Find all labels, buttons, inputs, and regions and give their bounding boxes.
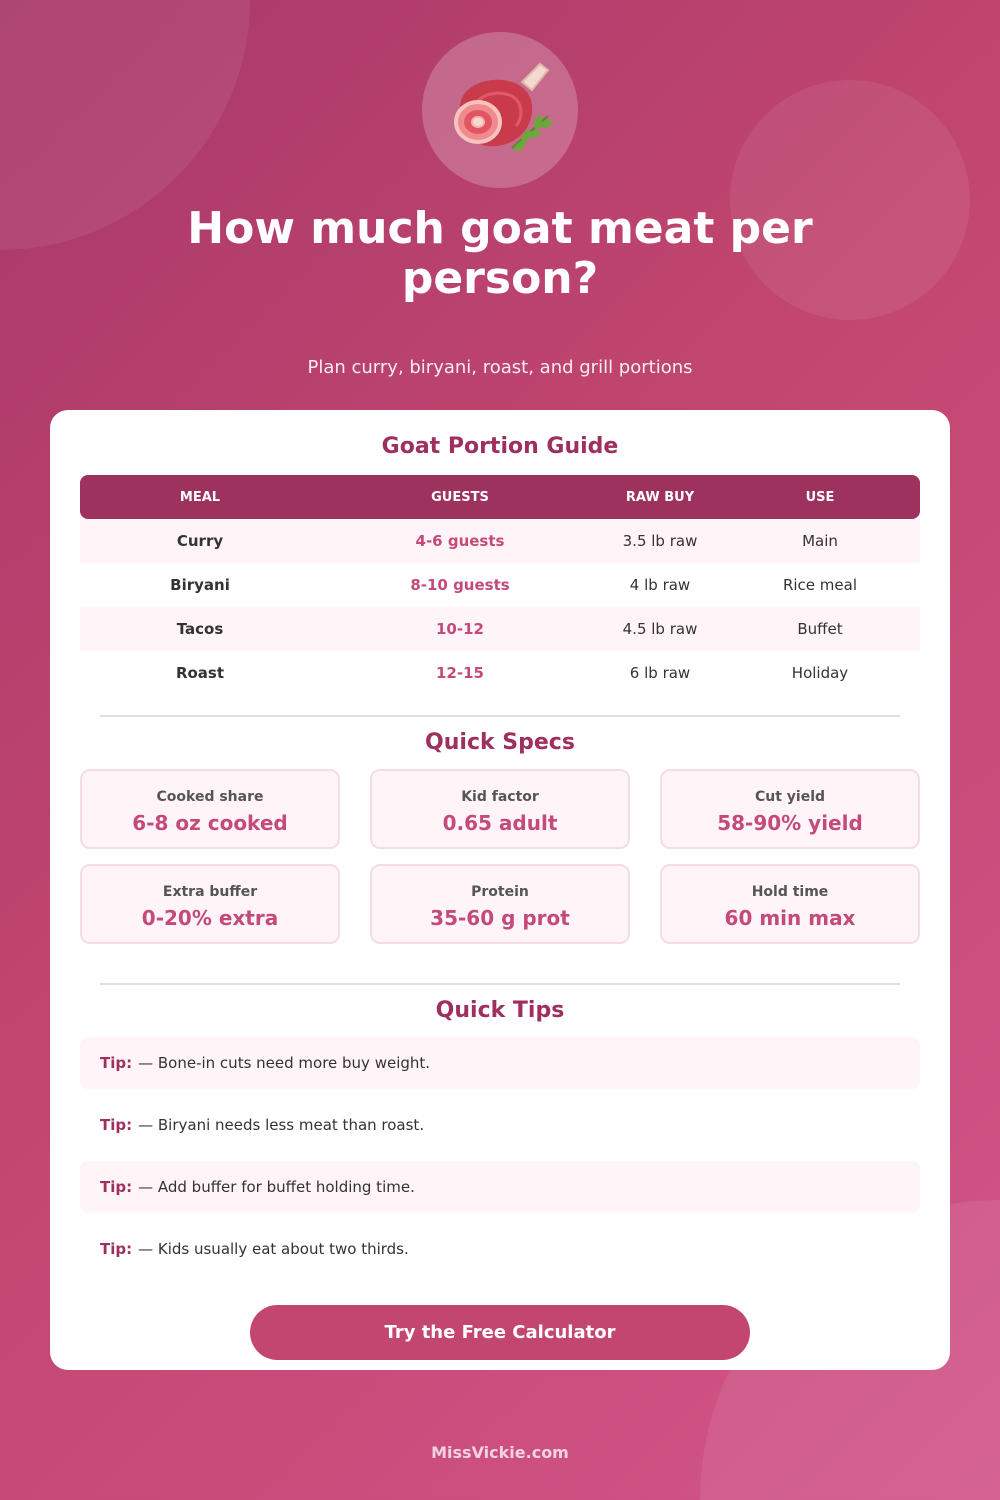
cell-raw-buy: 4.5 lb raw [622,620,698,638]
tip-item [80,1161,920,1213]
cell-meal: Roast [175,664,225,682]
footer-brand[interactable]: MissVickie.com [431,1443,569,1462]
spec-card-cooked-share [80,769,340,849]
spec-value: 58-90% yield [717,811,863,835]
cell-guests: 8-10 guests [410,576,510,594]
spec-label: Hold time [751,884,829,900]
portion-table [80,475,920,695]
spec-value: 6-8 oz cooked [132,811,288,835]
spec-label: Cut yield [754,789,826,805]
column-header-raw-buy: RAW BUY [625,489,695,505]
cell-guests: 10-12 [436,620,484,638]
spec-value: 60 min max [724,906,856,930]
table-row [80,651,920,695]
tip-text: — Kids usually eat about two thirds. [138,1240,409,1258]
spec-card-protein [370,864,630,944]
tip-prefix: Tip: [100,1240,133,1258]
table-row [80,519,920,563]
column-header-use: USE [805,489,835,505]
tip-text: — Biryani needs less meat than roast. [138,1116,425,1134]
cell-meal: Tacos [176,620,224,638]
tip-item [80,1037,920,1089]
cell-use: Holiday [791,664,849,682]
cell-use: Buffet [797,620,843,638]
tip-prefix: Tip: [100,1116,133,1134]
guide-title: Goat Portion Guide [381,434,619,459]
cell-raw-buy: 3.5 lb raw [622,532,698,550]
cell-use: Main [802,532,838,550]
column-header-guests: GUESTS [431,489,489,505]
spec-value: 0.65 adult [442,811,558,835]
divider [100,983,900,985]
goat-meat-icon [422,32,578,188]
spec-label: Protein [471,884,529,900]
spec-card-hold-time [660,864,920,944]
page-subtitle: Plan curry, biryani, roast, and grill portions [307,357,693,378]
page-title: How much goat meat per person? [187,203,813,304]
cell-guests: 12-15 [436,664,484,682]
tip-prefix: Tip: [100,1178,133,1196]
tip-item [80,1099,920,1151]
spec-card-extra-buffer [80,864,340,944]
content-card [50,410,950,1370]
cell-guests: 4-6 guests [415,532,505,550]
spec-label: Cooked share [156,789,264,805]
table-row [80,563,920,607]
cell-meal: Curry [176,532,224,550]
calculator-button[interactable]: Try the Free Calculator [250,1305,750,1360]
spec-label: Extra buffer [162,884,258,900]
spec-value: 35-60 g prot [430,906,570,930]
spec-card-cut-yield [660,769,920,849]
cell-meal: Biryani [170,576,230,594]
column-header-meal: MEAL [179,489,221,505]
spec-value: 0-20% extra [141,906,279,930]
cell-raw-buy: 6 lb raw [629,664,691,682]
spec-label: Kid factor [461,789,539,805]
specs-title: Quick Specs [425,730,575,755]
tip-prefix: Tip: [100,1054,133,1072]
spec-card-kid-factor [370,769,630,849]
tip-text: — Bone-in cuts need more buy weight. [138,1054,431,1072]
tip-item [80,1223,920,1275]
cell-use: Rice meal [782,576,858,594]
tips-title: Quick Tips [435,998,565,1023]
cell-raw-buy: 4 lb raw [629,576,691,594]
tip-text: — Add buffer for buffet holding time. [138,1178,415,1196]
divider [100,715,900,717]
table-row [80,607,920,651]
table-header [80,475,920,519]
